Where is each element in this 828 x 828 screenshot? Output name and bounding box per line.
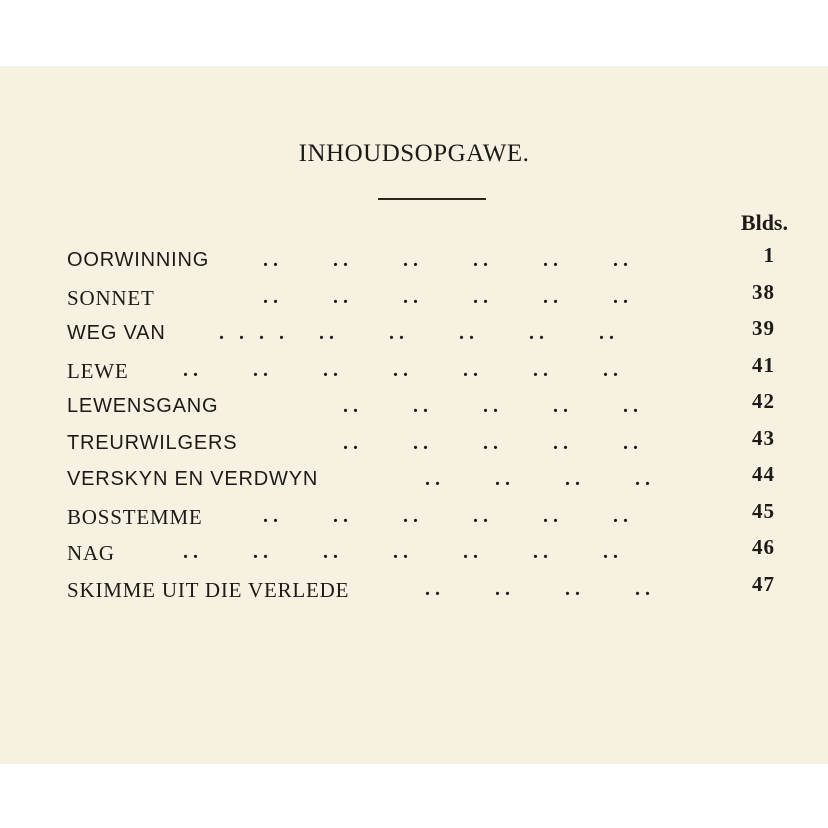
toc-entry-lewe [67,352,775,396]
toc-entry-page: 46 [752,535,775,559]
toc-entry-title: LEWENSGANG [67,395,219,417]
toc-entry-bosstemme [67,498,775,542]
toc-entry-title: LEWE [67,358,129,383]
toc-entry-title: TREURWILGERS [67,431,238,454]
dot-leader: .. .. .. .. .. .. .. [183,541,623,563]
toc-entry-page: 39 [752,316,775,340]
dot-leader: .. .. .. .. .. .. [263,285,633,308]
toc-entry-page: 44 [752,462,775,486]
toc-entry-title: OORWINNING [67,249,210,271]
toc-entry-title: BOSSTEMME [67,504,203,529]
toc-entry-weg-van [67,316,775,359]
dot-leader: .. .. .. .. .. [343,431,643,454]
dot-leader: .. .. .. .. [425,468,655,490]
toc-entry-page: 1 [763,243,775,267]
toc-entry-title: NAG [67,541,115,565]
toc-entry-skimme-uit-die-verlede [67,571,775,615]
toc-entry-page: 41 [752,352,775,377]
toc-entry-page: 42 [752,389,775,413]
toc-entry-title: VERSKYN EN VERDWYN [67,468,319,490]
toc-entry-sonnet [67,279,775,323]
dot-leader: .. .. .. .. .. .. .. [183,358,623,381]
toc-entry-oorwinning [67,243,775,286]
page-title: INHOUDSOPGAWE. [298,140,530,167]
toc-entry-title: WEG VAN [67,322,166,344]
dot-leader: .. .. .. .. .. [343,395,643,417]
toc-entry-title: SONNET [67,285,155,310]
title-rule [378,198,486,200]
toc-entry-page: 43 [752,425,775,450]
toc-entry-lewensgang [67,389,775,432]
dot-leader: . . . . .. .. .. .. .. [219,322,619,344]
toc-entry-verskyn-en-verdwyn [67,462,775,505]
dot-leader: .. .. .. .. [425,577,655,600]
toc-entry-treurwilgers [67,425,775,469]
dot-leader: .. .. .. .. .. .. [263,504,633,527]
toc-entry-nag [67,535,775,578]
page-column-label: Blds. [740,210,788,235]
toc-entry-title: SKIMME UIT DIE VERLEDE [67,577,350,602]
toc-entry-page: 47 [752,571,775,596]
dot-leader: .. .. .. .. .. .. [263,249,633,271]
book-page [0,66,828,764]
toc-entry-page: 45 [752,498,775,523]
toc-entry-page: 38 [752,279,775,304]
table-of-contents [67,243,775,614]
